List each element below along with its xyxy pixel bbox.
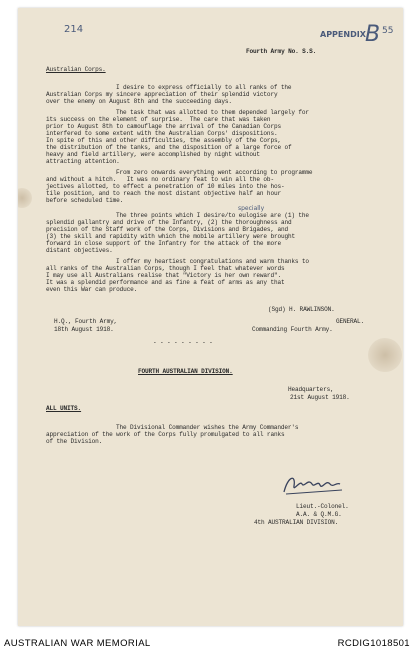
handwritten-signature-icon — [280, 470, 348, 498]
body-line: jectives allotted, to effect a penetration of 10 miles into the hos- — [46, 183, 285, 190]
body-line: I may use all Australians realise that "Victory is her own reward". — [46, 272, 281, 279]
body-line: forward in close support of the Infantry for the attack of the more — [46, 240, 281, 247]
paper-stain — [368, 338, 402, 372]
body-line: even this War can produce. — [46, 286, 138, 293]
body-line: From zero onwards everything went according to programme — [116, 169, 313, 176]
hq-line: H.Q., Fourth Army, — [54, 318, 118, 325]
divider: - - - - - - - - - — [153, 339, 213, 346]
handwritten-insert: specially — [238, 205, 265, 212]
signature-typed: (Sgd) H. RAWLINSON. — [268, 306, 335, 313]
body-line: over the enemy on August 8th and the succeeding days. — [46, 98, 232, 105]
body-line: before scheduled time. — [46, 197, 124, 204]
paper-stain — [18, 188, 32, 208]
to-line: ALL UNITS. — [46, 405, 82, 412]
signatory-unit: 4th AUSTRALIAN DIVISION. — [254, 519, 339, 526]
body-line: The Divisional Commander wishes the Army Commander's — [116, 424, 299, 431]
appendix-label: APPENDIX — [320, 30, 366, 39]
document-page — [18, 8, 403, 626]
appendix-mark-number: 55 — [382, 26, 394, 36]
body-line: The task that was allotted to them depended largely for — [116, 109, 309, 116]
body-line: In spite of this and other difficulties, the assembly of the Corps, — [46, 137, 281, 144]
body-line: splendid gallantry and drive of the Infantry, (2) the thoroughness and — [46, 219, 292, 226]
headquarters-label: Headquarters, — [288, 386, 334, 393]
body-line: (3) the skill and rapidity with which the mobile artillery were brought — [46, 233, 295, 240]
reference-number: Fourth Army No. S.S. — [246, 48, 317, 55]
body-line: all ranks of the Australian Corps, though I feel that whatever words — [46, 265, 285, 272]
body-line: precision of the Staff work of the Corps, Divisions and Brigades, and — [46, 226, 288, 233]
division-title: FOURTH AUSTRALIAN DIVISION. — [138, 368, 233, 375]
body-line: its success on the element of surprise. The care that was taken — [46, 116, 271, 123]
body-line: tile position, and to reach the most distant objective half an hour — [46, 190, 281, 197]
body-line: heavy and field artillery, were accomplished by night without — [46, 151, 260, 158]
headquarters-date: 21st August 1918. — [290, 394, 350, 401]
footer-record-id: RCDIG1018501 — [337, 638, 410, 649]
body-line: I desire to express officially to all ranks of the — [116, 84, 292, 91]
body-line: distant objectives. — [46, 247, 113, 254]
signatory-title: A.A. & Q.M.G. — [296, 511, 342, 518]
body-line: and without a hitch. It was no ordinary feat to win all the ob- — [46, 176, 274, 183]
hq-date: 18th August 1918. — [54, 326, 114, 333]
body-line: attracting attention. — [46, 158, 120, 165]
signatory-rank: GENERAL. — [336, 318, 365, 325]
body-line: I offer my heartiest congratulations and warm thanks to — [116, 258, 309, 265]
body-line: prior to August 8th to camouflage the arrival of the Canadian Corps — [46, 123, 281, 130]
folio-number: 214 — [64, 24, 84, 35]
signatory-rank: Lieut.-Colonel. — [296, 503, 349, 510]
body-line: The three points which I desire/to eulogise are (1) the — [116, 212, 309, 219]
body-line: It was a splendid performance and as fine a feat of arms as any that — [46, 279, 285, 286]
body-line: Australian Corps my sincere appreciation of their splendid victory — [46, 91, 278, 98]
appendix-mark: B — [365, 22, 381, 47]
addressee: Australian Corps. — [46, 66, 106, 73]
footer-archive-name: AUSTRALIAN WAR MEMORIAL — [4, 638, 151, 649]
body-line: interfered to some extent with the Australian Corps' dispositions. — [46, 130, 278, 137]
signatory-command: Commanding Fourth Army. — [252, 326, 333, 333]
body-line: appreciation of the work of the Corps fully promulgated to all ranks — [46, 431, 285, 438]
body-line: of the Division. — [46, 438, 103, 445]
body-line: the distribution of the tanks, and the disposition of a large force of — [46, 144, 292, 151]
